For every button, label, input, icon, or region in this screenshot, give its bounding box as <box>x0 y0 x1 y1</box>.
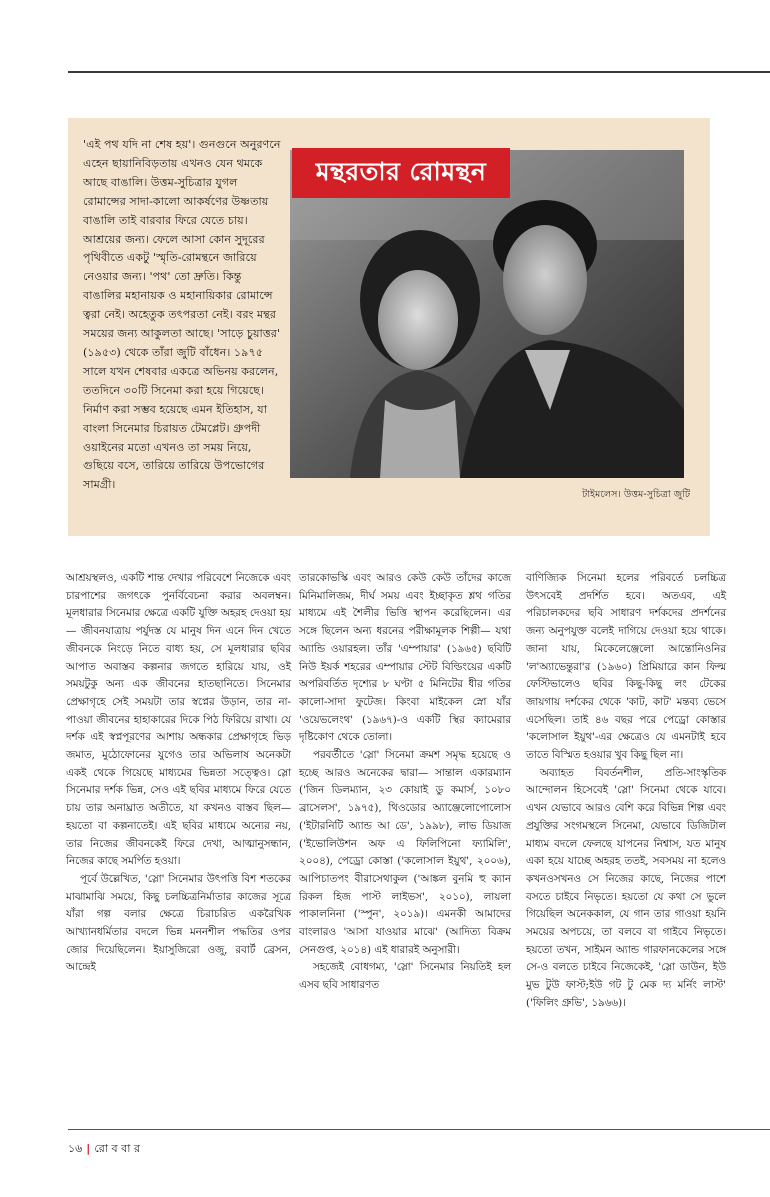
article-column-2 <box>299 570 511 995</box>
couple-photo-illustration <box>290 150 684 478</box>
paragraph: বাণিজ্যিক সিনেমা হলের পরিবর্তে চলচ্চিত্র উৎসবেই প্রদর্শিত হবে। অতএব, এই পরিচালকদের ছবি সাধারণ দর্শকদের প্রদর্শনের জন্য অনুপযুক্ত বলেই দাগিয়ে দেওয়া হয়ে থাকে। জানা যায়, মিকেলেঞ্জেলো আন্তোনিওনির 'ল'অ্যাভেন্তুরা'র (১৯৬০) প্রিমিয়ারে কান ফিল্ম ফেস্টিভালেও ছবির কিছু-কিছু লং টেকের জায়গায় দর্শকের থেকে 'কাট, কাট' মন্তব্য ভেসে এসেছিল। তাই ৪৬ বছর পরে পেড্রো কোস্তার 'কলোসাল ইয়ুথ'-এর ক্ষেত্রেও যে এমনটাই হবে তাতে বিস্মিত হওয়ার খুব কিছু ছিল না। <box>526 572 726 762</box>
feature-title-banner <box>292 148 510 198</box>
paragraph: সহজেই বোধগম্য, 'স্লো' সিনেমার নিয়তিই হল এসব ছবি সাধারণত <box>299 961 511 992</box>
paragraph: তারকোভস্কি এবং আরও কেউ কেউ তাঁদের কাজে মিনিমালিজম, দীর্ঘ সময় এবং ইচ্ছাকৃত শ্লথ গতির মাধ্যমে এই শৈলীর ভিত্তি স্থাপন করেছিলেন। এর সঙ্গে ছিলেন অন্য ধরনের পরীক্ষামূলক শিল্পী— যথা অ্যান্ডি ওয়ারহল। তাঁর 'এম্পায়ার' (১৯৬৫) ছবিটি নিউ ইয়র্ক শহরের এম্পায়ার স্টেট বিল্ডিংয়ের একটি অপরিবর্তিত দৃশ্যের ৮ ঘণ্টা ৫ মিনিটের ধীর গতির কালো-সাদা ফুটেজ। কিংবা মাইকেল স্নো যাঁর 'ওয়েভলেংথ' (১৯৬৭)-ও একটি স্থির ক্যামেরার দৃষ্টিকোণ থেকে তোলা। <box>299 572 511 744</box>
top-rule <box>68 71 770 73</box>
article-column-3 <box>526 570 726 1013</box>
footer-separator: | <box>86 1142 91 1155</box>
feature-photo <box>290 150 684 478</box>
bottom-rule <box>68 1129 770 1130</box>
feature-intro: 'এই পথ যদি না শেষ হয়'। গুনগুনে অনুরণনে এহেন ছায়ানিবিড়তায় এখনও যেন থমকে আছে বাঙালি। উত্তম-সুচিত্রার যুগল রোমান্সের সাদা-কালো আকর্ষণের উষ্ণতায় বাঙালি তাই বারবার ফিরে যেতে চায়। আশ্রয়ের জন্য। ফেলে আসা কোন সুদূরের পৃথিবীতে একটু 'স্মৃতি-রোমন্থনে জারিয়ে নেওয়ার জন্য। 'পথ' তো দ্রুতি। কিন্তু বাঙালির মহানায়ক ও মহানায়িকার রোমান্সে ত্বরা নেই। অহেতুক তৎপরতা নেই। বরং মন্থর সময়ের জন্য আকুলতা আছে। 'সাড়ে চুয়াত্তর' (১৯৫৩) থেকে তাঁরা জুটি বাঁধেন। ১৯৭৫ সালে যখন শেষবার একত্রে অভিনয় করলেন, ততদিনে ৩০টি সিনেমা করা হয়ে গিয়েছে। নির্মাণ করা সম্ভব হয়েছে এমন ইতিহাস, যা বাংলা সিনেমার চিরায়ত টেমপ্লেট। গ্রুপদী ওয়াইনের মতো এখনও তা সময় নিয়ে, গুছিয়ে বসে, তারিয়ে তারিয়ে উপভোগের সামগ্রী। <box>83 138 281 492</box>
photo-caption: টাইমলেস। উত্তম-সুচিত্রা জুটি <box>582 489 690 500</box>
paragraph: আশ্রয়স্থলও, একটি শান্ত দেখার পরিবেশে নিজেকে এবং চারপাশের জগৎকে পুনর্বিবেচনা করার অবলম্বন। মূলধারার সিনেমার ক্ষেত্রে একটি যুক্তি অহরহ দেওয়া হয়— জীবনযাত্রায় পর্যুদস্ত যে মানুষ দিন এনে দিন খেতে জীবনকে নিংড়ে নিতে বাধ্য হয়, সে মূলধারার ছবির আপাত অবাস্তব কল্পনার জগতে হারিয়ে যায়, ওই সময়টুকু অন্য এক জীবনের হাতছানিতে। সিনেমার প্রেক্ষাগৃহে সেই সময়টা তার স্বপ্নের উড়ান, তার না-পাওয়া জীবনের হাহাকারের দিকে পিঠ ফিরিয়ে রাখা। যে দর্শক এই স্বপ্নপূরণের আশায় অন্ধকার প্রেক্ষাগৃহে ভিড় জমাত, মুঠোফোনের যুগেও তার অভিলাষ অনেকটা একই থেকে গিয়েছে মাধ্যমের ভিন্নতা সত্ত্বেও। স্লো সিনেমার দর্শক ভিন্ন, সেও এই ছবির মাধ্যমে ফিরে যেতে চায় তার অনাঘ্রাত অতীতে, যা কখনও বাস্তব ছিল— হয়তো বা কল্পনাতেই। এই ছবির মাধ্যমে অন্যের নয়, তার নিজের জীবনকেই ফিরে দেখা, আত্মানুসন্ধান, নিজের কাছে সমর্পিত হওয়া। <box>66 572 291 868</box>
paragraph: পূর্বে উল্লেখিত, 'স্লো' সিনেমার উৎপত্তি বিশ শতকের মাঝামাঝি সময়ে, কিছু চলচ্চিত্রনির্মাতার কাজের সূত্রে যাঁরা গল্প বলার ক্ষেত্রে চিরাচরিত একরৈখিক আখ্যানধর্মিতার বদলে ভিন্ন মননশীল পদ্ধতির ওপর জোর দিয়েছিলেন। ইয়াসুজিরো ওজু, রবার্ট ব্রেসন, আন্দ্রেই <box>66 872 291 974</box>
article-column-1 <box>66 570 291 977</box>
page-number: ১৬ <box>68 1142 83 1155</box>
paragraph: পরবর্তীতে 'স্লো' সিনেমা ক্রমশ সমৃদ্ধ হয়েছে ও হচ্ছে আরও অনেকের দ্বারা— সান্তাল একারম্যান ('জিন ডিলম্যান, ২৩ কোয়াই ডু কমার্স, ১০৮০ ব্রাসেলস', ১৯৭৫), থিওডোর অ্যাঞ্জেলোপোলোস ('ইটারনিটি অ্যান্ড আ ডে', ১৯৯৮), লাভ ডিয়াজ ('ইভোলিউশন অফ এ ফিলিপিনো ফ্যামিলি', ২০০৪), পেড্রো কোস্তা ('কলোসাল ইয়ুথ', ২০০৬), আপিচাতপং বীরাসেথাকুল ('আঙ্কল বুনমি হু ক্যান রিকল হিজ পাস্ট লাইভস', ২০১০), লায়লা পাকালনিনা ('স্পুন', ২০১৯)। এমনকী আমাদের বাংলারও 'আসা যাওয়ার মাঝে' (আদিত্য বিক্রম সেনগুপ্ত, ২০১৪) এই ধারারই অনুসারী। <box>299 749 511 956</box>
paragraph: অব্যাহত বিবর্তনশীল, প্রতি-সাংস্কৃতিক আন্দোলন হিসেবেই 'স্লো' সিনেমা থেকে যাবে। এখন যেভাবে আরও বেশি করে বিভিন্ন শিল্প এবং প্রযুক্তির সংগমস্থলে সিনেমা, যেভাবে ডিজিটাল মাধ্যম বদলে ফেলছে যাপনের নিশ্বাস, যত মানুষ একা হয়ে যাচ্ছে অহরহ ততই, সবসময় না হলেও কখনওসখনও সে নিজের কাছে, নিজের পাশে বসতে চাইবে নিভৃতে। হয়তো যে কথা সে ভুলে গিয়েছিল অনেককাল, যে গান তার গাওয়া হয়নি সময়ের অপচয়ে, তা বলবে বা গাইবে নিভৃতে। হয়তো তখন, সাইমন অ্যান্ড গারফানকেলের সঙ্গে সে-ও বলতে চাইবে নিজেকেই, 'স্লো ডাউন, ইউ মুভ টুউ ফাস্ট;ইউ গট টু মেক দ্য মর্নিং লাস্ট' ('ফিলিং গ্রুভি', ১৯৬৬)। <box>526 766 726 1009</box>
feature-title: মন্থরতার রোমন্থন <box>315 156 487 186</box>
section-name: রো ব বা র <box>94 1142 141 1155</box>
page-footer <box>68 1140 140 1159</box>
